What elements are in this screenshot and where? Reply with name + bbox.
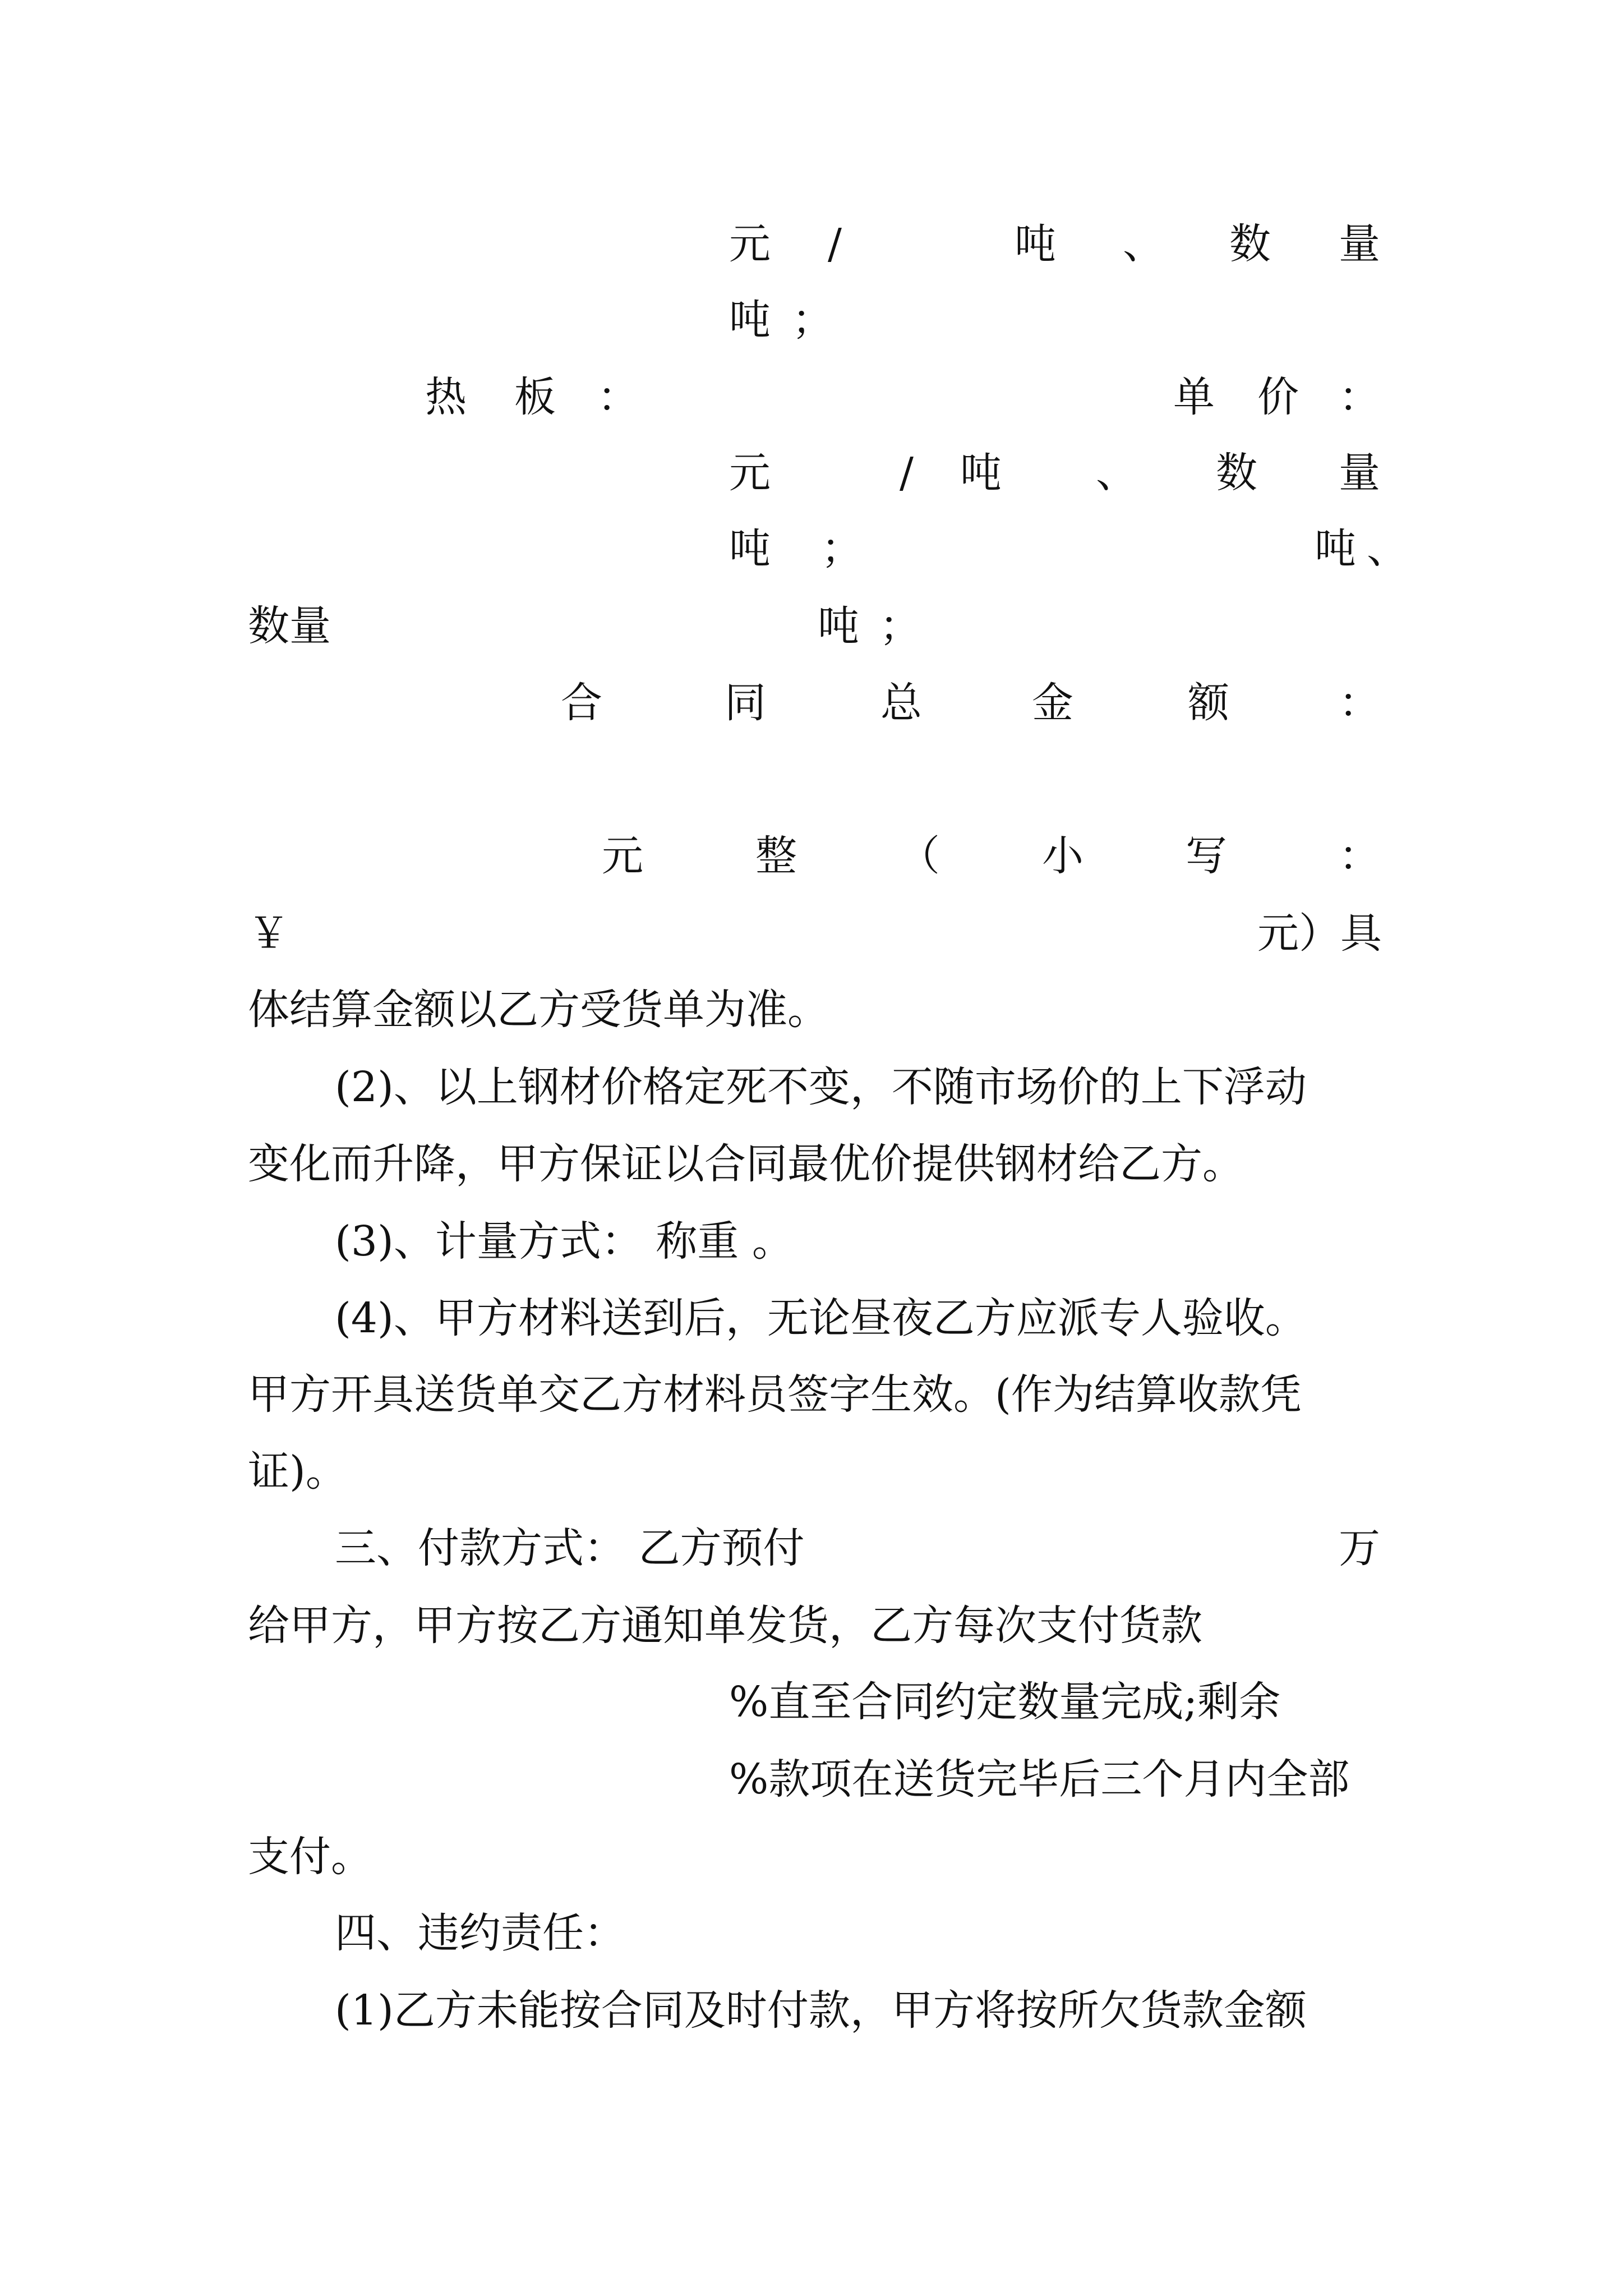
text-fragment: ： [1339,832,1380,880]
text-line-7 [248,669,1378,737]
text-fragment: %款项在送货完毕后三个月内全部 [729,1755,1350,1803]
text-fragment: 数 [1229,220,1271,268]
text-line-11 [248,1053,1378,1121]
text-line-2 [248,286,1378,353]
text-fragment: 元 [729,449,771,497]
text-line-8 [248,822,1378,890]
text-fragment: 吨 [1315,524,1356,573]
text-line-1 [248,210,1378,278]
text-fragment: (2)、以上钢材价格定死不变，不随市场价的上下浮动 [335,1063,1307,1111]
text-fragment: 体结算金额以乙方受货单为准。 [248,986,829,1034]
text-fragment: 甲方开具送货单交乙方材料员签字生效。(作为结算收款凭 [248,1370,1302,1419]
text-fragment: 吨 [818,602,859,650]
text-fragment: 四、违约责任： [335,1909,625,1957]
text-fragment: 证)。 [248,1447,347,1496]
text-line-22 [248,1899,1378,1967]
text-line-17 [248,1515,1378,1582]
text-line-16 [248,1438,1378,1505]
text-line-5 [248,515,1408,582]
text-line-12 [248,1130,1378,1198]
text-fragment: (3)、计量方式： 称重 。 [335,1217,794,1266]
text-fragment: 额 [1188,679,1229,727]
text-line-14 [248,1285,1378,1352]
text-line-20 [248,1746,1378,1813]
text-fragment: 单 [1173,373,1215,421]
text-fragment: 热 [425,373,467,421]
text-line-13 [248,1208,1378,1275]
text-fragment: 量 [1339,449,1380,497]
text-fragment: 吨 [960,449,1002,497]
text-line-6 [248,592,1378,660]
text-fragment: 同 [725,679,766,727]
text-fragment: （ [898,832,940,880]
text-fragment: 元 [729,220,771,268]
text-fragment: ； [792,296,833,344]
text-fragment: 万 [1339,1524,1380,1572]
text-line-21 [248,1823,1378,1890]
text-fragment: 元）具 [1257,909,1382,958]
text-fragment: 变化而升降，甲方保证以合同最优价提供钢材给乙方。 [248,1140,1244,1188]
text-fragment: 板 [514,373,556,421]
text-fragment: 数 [1216,449,1257,497]
text-fragment: 合 [561,679,602,727]
text-fragment: 支付。 [248,1833,372,1881]
text-fragment: ： [1339,373,1380,421]
text-fragment: 价 [1257,373,1299,421]
text-fragment: ： [597,373,639,421]
text-fragment: (1)乙方未能按合同及时付款，甲方将按所欠货款金额 [335,1986,1307,2035]
text-fragment: 、 [1367,524,1408,573]
text-line-10 [248,976,1378,1043]
text-fragment: 小 [1042,832,1083,880]
text-fragment: (4)、甲方材料送到后，无论昼夜乙方应派专人验收。 [335,1294,1307,1342]
text-fragment: 吨 [729,296,771,344]
text-line-3 [248,364,1378,431]
text-fragment: / [828,220,842,268]
text-line-9 [248,900,1382,967]
text-fragment: ； [879,602,921,650]
text-fragment: %直至合同约定数量完成;剩余 [729,1678,1281,1726]
text-fragment: 量 [1339,220,1380,268]
text-fragment: 三、付款方式： 乙方预付 [335,1524,805,1572]
text-fragment: ￥ [248,909,289,958]
text-line-4 [248,439,1378,507]
text-line-23 [248,1977,1378,2044]
text-fragment: 给甲方，甲方按乙方通知单发货，乙方每次支付货款 [248,1602,1202,1650]
text-fragment: 、 [1123,220,1164,268]
text-fragment: 金 [1032,679,1073,727]
text-line-15 [248,1361,1378,1428]
text-fragment: 写 [1186,832,1227,880]
text-fragment: 吨 [1015,220,1056,268]
text-fragment: / [900,449,914,497]
text-line-18 [248,1592,1378,1659]
text-fragment: ： [1339,679,1380,727]
text-fragment: 元 [602,832,643,880]
text-line-19 [248,1668,1378,1736]
text-fragment: 、 [1096,449,1137,497]
text-fragment: 整 [755,832,797,880]
text-fragment: ； [821,524,863,573]
text-fragment: 吨 [729,524,771,573]
text-fragment: 总 [880,679,922,727]
text-fragment: 数量 [248,602,331,650]
